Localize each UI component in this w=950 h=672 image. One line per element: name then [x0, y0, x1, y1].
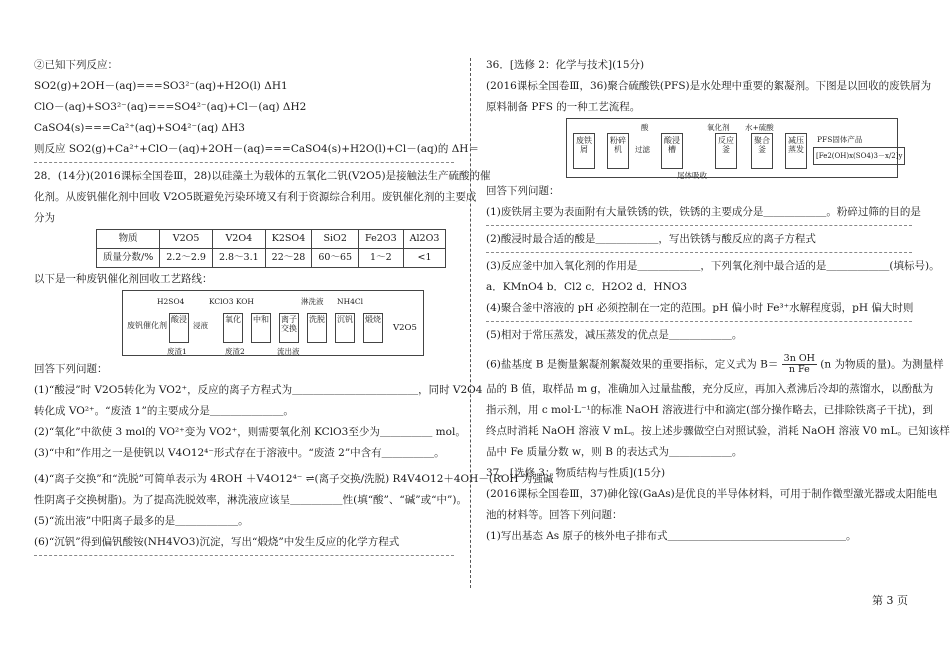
flow-step: 煅烧 — [363, 313, 383, 343]
flow-end: V2O5 — [393, 323, 417, 333]
right-column — [486, 58, 950, 543]
flow-top-label: 酸 — [641, 123, 649, 132]
flow-start: 废钒催化剂 — [127, 321, 167, 330]
table-header: 物质 — [97, 230, 160, 249]
answer-line — [486, 219, 912, 226]
table-row-label: 质量分数/% — [97, 249, 160, 268]
q36-6c: 指示剂，用 c mol·L⁻¹的标准 NaOH 溶液进行中和滴定(部分操作略去，已排除铁离子干扰)，到 — [486, 404, 933, 416]
flow-bottom-label: 废渣1 — [167, 347, 187, 356]
flow-step: 洗脱 — [307, 313, 327, 343]
q36-5: (5)相对于常压蒸发，减压蒸发的优点是＿＿＿＿＿＿。 — [486, 329, 743, 341]
q36-title: 36．[选修 2：化学与技术](15分) — [486, 59, 645, 71]
q28-1: (1)“酸浸”时 V2O5转化为 VO2⁺，反应的离子方程式为＿＿＿＿＿＿＿＿＿＿＿＿，同时 V2O4 — [34, 384, 483, 396]
answer-intro: 回答下列问题： — [486, 185, 560, 197]
flow-step: 减压蒸发 — [785, 133, 807, 169]
flow-step: 氧化 — [223, 313, 243, 343]
flow-top-label: KClO3 KOH — [209, 297, 254, 306]
flow-mid-label: 浸液 — [193, 321, 208, 330]
flow-step: 沉钒 — [335, 313, 355, 343]
q28-2: (2)“氧化”中欲使 3 mol的 VO²⁺变为 VO2⁺，则需要氧化剂 KClO3至少为＿＿＿＿＿ mol。 — [34, 426, 466, 438]
q28-4b: 性阴离子交换树脂)。为了提高洗脱效率，淋洗液应该呈＿＿＿＿＿性(填“酸”、“碱”或“中”)。 — [34, 494, 467, 506]
flow-top-label: 水+硫酸 — [745, 123, 774, 132]
q28-line-1: 28．(14分)(2016课标全国卷Ⅲ，28)以硅藻土为载体的五氧化二钒(V2O5)是接触法生产硫酸的催 — [34, 170, 491, 182]
reaction-1: SO2(g)+2OH－(aq)===SO3²⁻(aq)+H2O(l) ΔH1 — [34, 80, 288, 92]
q36-3-options: a．KMnO4 b．Cl2 c．H2O2 d．HNO3 — [486, 281, 688, 293]
table-header: Fe2O3 — [359, 230, 404, 249]
flow-step: 废铁屑 — [573, 133, 595, 169]
q28-1b: 转化成 VO²⁺。“废渣 1”的主要成分是＿＿＿＿＿＿＿。 — [34, 405, 294, 417]
flow-step: 粉碎机 — [607, 133, 629, 169]
table-cell: 60～65 — [312, 249, 359, 268]
q28-6: (6)“沉钒”得到偏钒酸铵(NH4VO3)沉淀，写出“煅烧”中发生反应的化学方程式 — [34, 536, 400, 548]
q36-4: (4)聚合釜中溶液的 pH 必须控制在一定的范围。pH 偏小时 Fe³⁺水解程度弱，pH 偏大时则 — [486, 302, 914, 314]
reaction-intro: ②已知下列反应： — [34, 59, 118, 71]
q36-2: (2)酸浸时最合适的酸是＿＿＿＿＿＿，写出铁锈与酸反应的离子方程式 — [486, 233, 816, 245]
composition-table — [96, 229, 446, 268]
fraction-numerator: 3n OH — [783, 353, 815, 364]
q36-3: (3)反应釜中加入氧化剂的作用是＿＿＿＿＿＿，下列氧化剂中最合适的是＿＿＿＿＿＿(填标号)。 — [486, 260, 940, 272]
q36-6b: 品的 B 值，取样品 m g，准确加入过量盐酸，充分反应，再加入煮沸后冷却的蒸馏水，以酚酞为 — [486, 383, 934, 395]
table-header: K2SO4 — [265, 230, 312, 249]
flow-formula: [Fe2(OH)x(SO4)3－x/2]y — [813, 147, 905, 165]
q36-6-text-tail: (n 为物质的量)。为测量样 — [820, 358, 944, 371]
column-divider — [470, 58, 471, 588]
table-header: Al2O3 — [403, 230, 446, 249]
flow-step: 中和 — [251, 313, 271, 343]
flow-bottom-label: 流出液 — [277, 347, 300, 356]
basicity-fraction — [782, 354, 817, 375]
table-cell: 1～2 — [359, 249, 404, 268]
table-header-row — [97, 230, 446, 249]
reaction-target: 则反应 SO2(g)+Ca²⁺+ClO－(aq)+2OH－(aq)===CaSO4(s)+H2O(l)+Cl－(aq)的 ΔH＝ — [34, 143, 479, 155]
q28-4: (4)“离子交换”和“洗脱”可简单表示为 4ROH ＋V4O12⁴⁻ ⇌(离子交换/洗脱) R4V4O12＋4OH－(ROH 为强碱 — [34, 473, 554, 485]
q37-intro-1: (2016课标全国卷Ⅲ，37)砷化镓(GaAs)是优良的半导体材料，可用于制作微型激光器或太阳能电 — [486, 488, 938, 500]
table-cell: 22～28 — [265, 249, 312, 268]
flow-step: 酸浸槽 — [661, 133, 683, 169]
q36-6-text: (6)盐基度 B 是衡量絮凝剂絮凝效果的重要指标，定义式为 B＝ — [486, 358, 779, 371]
table-cell: 2.2～2.9 — [160, 249, 213, 268]
reaction-2: ClO－(aq)+SO3²⁻(aq)===SO4²⁻(aq)+Cl－(aq) ΔH2 — [34, 101, 307, 113]
flow-top-label: 氧化剂 — [707, 123, 730, 132]
fraction-denominator: n Fe — [788, 364, 810, 375]
table-cell: 2.8～3.1 — [212, 249, 265, 268]
flow-step: 聚合釜 — [751, 133, 773, 169]
reaction-3: CaSO4(s)===Ca²⁺(aq)+SO4²⁻(aq) ΔH3 — [34, 122, 245, 134]
q28-line-3: 分为 — [34, 212, 55, 224]
q36-6 — [486, 353, 944, 375]
table-row — [97, 249, 446, 268]
pfs-flow-diagram — [566, 118, 903, 180]
q36-6e: 品中 Fe 质量分数 w，则 B 的表达式为＿＿＿＿＿＿。 — [486, 446, 743, 458]
flow-step: 酸浸 — [169, 313, 189, 343]
answer-line — [486, 246, 912, 253]
q37-1: (1)写出基态 As 原子的核外电子排布式＿＿＿＿＿＿＿＿＿＿＿＿＿＿＿＿＿。 — [486, 530, 857, 542]
q37-title: 37．[选修 3：物质结构与性质](15分) — [486, 467, 666, 479]
flow-bottom-label: 尾体吸收 — [677, 171, 707, 180]
q28-3: (3)“中和”作用之一是使钒以 V4O12⁴⁻形式存在于溶液中。“废渣 2”中含有＿＿＿＿＿。 — [34, 447, 445, 459]
left-column — [34, 58, 554, 562]
q36-1: (1)废铁屑主要为表面附有大量铁锈的铁，铁锈的主要成分是＿＿＿＿＿＿。粉碎过筛的目的是 — [486, 206, 921, 218]
flow-product: PFS固体产品 — [817, 135, 863, 144]
q36-intro-2: 原料制备 PFS 的一种工艺流程。 — [486, 101, 641, 113]
flow-bottom-label: 废渣2 — [225, 347, 245, 356]
vanadium-flow-diagram — [122, 290, 424, 356]
answer-line — [34, 156, 454, 163]
flow-top-label: H2SO4 — [157, 297, 185, 306]
table-header: V2O5 — [160, 230, 213, 249]
answer-line — [34, 549, 454, 556]
flow-step: 离子交换 — [279, 313, 299, 343]
flow-step: 反应釜 — [715, 133, 737, 169]
flow-mid-label: 过滤 — [635, 145, 650, 154]
table-cell: <1 — [403, 249, 446, 268]
answer-intro: 回答下列问题： — [34, 363, 108, 375]
q36-intro-1: (2016课标全国卷Ⅲ，36)聚合硫酸铁(PFS)是水处理中重要的絮凝剂。下图是以回收的废铁屑为 — [486, 80, 932, 92]
q37-intro-2: 池的材料等。回答下列问题： — [486, 509, 623, 521]
q36-6d: 终点时消耗 NaOH 溶液 V mL。按上述步骤做空白对照试验，消耗 NaOH 溶液 V0 mL。已知该样 — [486, 425, 950, 437]
flow-top-label: 淋洗液 — [301, 297, 324, 306]
q28-5: (5)“流出液”中阳离子最多的是＿＿＿＿＿＿。 — [34, 515, 249, 527]
table-header: SiO2 — [312, 230, 359, 249]
answer-line — [486, 315, 912, 322]
q28-line-2: 化剂。从废钒催化剂中回收 V2O5既避免污染环境又有利于资源综合利用。废钒催化剂的主要成 — [34, 191, 477, 203]
route-intro: 以下是一种废钒催化剂回收工艺路线： — [34, 273, 213, 285]
page-number: 第 3 页 — [872, 594, 908, 607]
flow-top-label: NH4Cl — [337, 297, 364, 306]
table-header: V2O4 — [212, 230, 265, 249]
